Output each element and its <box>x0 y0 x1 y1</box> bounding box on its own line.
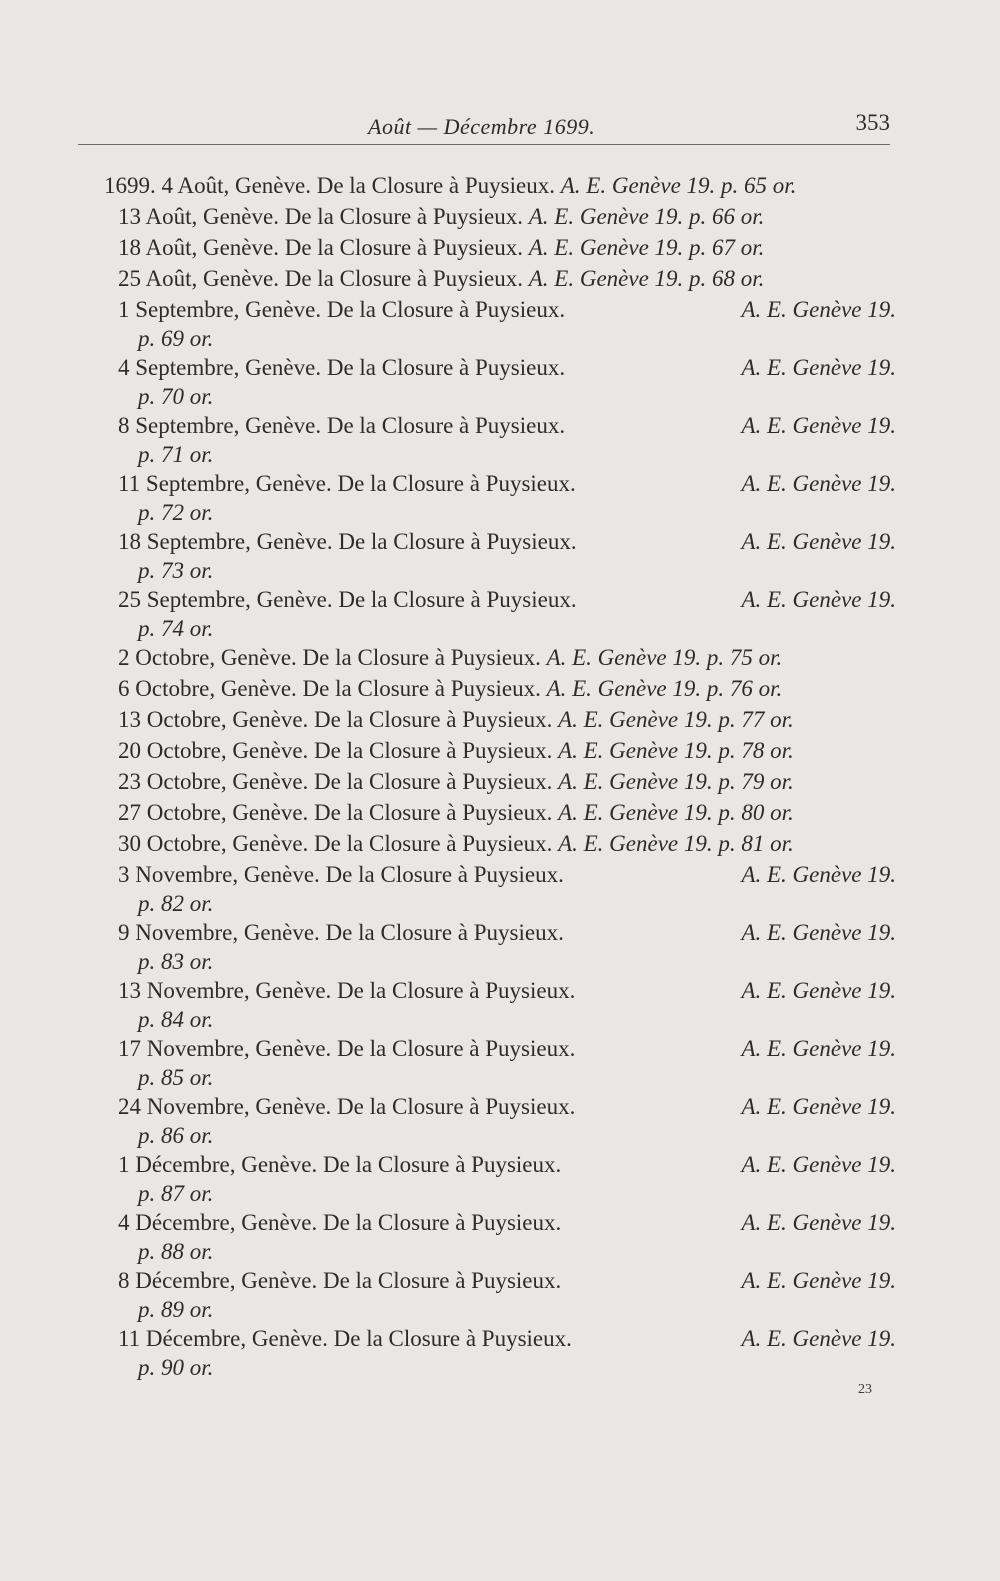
archive-reference: A. E. Genève 19. p. 75 or. <box>546 645 783 670</box>
entry-text: 3 Novembre, Genève. De la Closure à Puysieux. <box>118 862 564 887</box>
archive-reference: A. E. Genève 19. p. 80 or. <box>558 800 794 825</box>
archive-reference: A. E. Genève 19. p. 81 or. <box>558 831 794 856</box>
entry-list <box>104 170 896 1381</box>
entry-line <box>104 232 896 263</box>
entry-text: 23 Octobre, Genève. De la Closure à Puysieux. <box>118 769 553 794</box>
list-item <box>104 797 896 828</box>
header-title: Août — Décembre 1699. <box>368 114 596 139</box>
archive-reference: A. E. Genève 19. <box>741 471 896 496</box>
archive-reference: A. E. Genève 19. p. 76 or. <box>546 676 783 701</box>
list-item <box>104 1323 896 1381</box>
signature-mark: 23 <box>858 1382 872 1397</box>
list-item <box>104 766 896 797</box>
entry-text: 6 Octobre, Genève. De la Closure à Puysieux. <box>118 676 541 701</box>
entry-line <box>104 526 896 557</box>
entry-text: 11 Septembre, Genève. De la Closure à Puysieux. <box>118 471 576 496</box>
entry-line <box>104 797 896 828</box>
entry-line <box>104 352 896 383</box>
list-item <box>104 468 896 526</box>
list-item <box>104 1149 896 1207</box>
list-item <box>104 642 896 673</box>
running-header <box>78 104 890 145</box>
archive-reference: A. E. Genève 19. p. 77 or. <box>558 707 794 732</box>
entry-line <box>104 642 896 673</box>
entry-line <box>104 201 896 232</box>
archive-reference: A. E. Genève 19. <box>741 1210 896 1235</box>
entry-text: 1 Septembre, Genève. De la Closure à Puysieux. <box>118 297 566 322</box>
entry-text: 30 Octobre, Genève. De la Closure à Puysieux. <box>118 831 553 856</box>
archive-reference: A. E. Genève 19. <box>741 297 896 322</box>
entry-continuation: p. 73 or. <box>138 558 214 583</box>
entry-text: 9 Novembre, Genève. De la Closure à Puysieux. <box>118 920 564 945</box>
entry-text: 8 Septembre, Genève. De la Closure à Puysieux. <box>118 413 566 438</box>
entry-text: 2 Octobre, Genève. De la Closure à Puysieux. <box>118 645 541 670</box>
archive-reference: A. E. Genève 19. <box>741 355 896 380</box>
list-item <box>104 232 896 263</box>
archive-reference: A. E. Genève 19. <box>741 920 896 945</box>
entry-text: 8 Décembre, Genève. De la Closure à Puysieux. <box>118 1268 562 1293</box>
entry-text: 18 Septembre, Genève. De la Closure à Puysieux. <box>118 529 577 554</box>
entry-line <box>104 1323 896 1354</box>
list-item <box>104 526 896 584</box>
archive-reference: A. E. Genève 19. p. 79 or. <box>558 769 794 794</box>
entry-text: 27 Octobre, Genève. De la Closure à Puysieux. <box>118 800 553 825</box>
entry-line <box>104 410 896 441</box>
list-item <box>104 828 896 859</box>
archive-reference: A. E. Genève 19. <box>741 978 896 1003</box>
list-item <box>104 859 896 917</box>
entry-text: 4 Septembre, Genève. De la Closure à Puysieux. <box>118 355 566 380</box>
archive-reference: A. E. Genève 19. <box>741 1268 896 1293</box>
entry-line <box>104 263 896 294</box>
archive-reference: A. E. Genève 19. <box>741 587 896 612</box>
entry-text: 1699. 4 Août, Genève. De la Closure à Puysieux. <box>104 173 555 198</box>
archive-reference: A. E. Genève 19. <box>741 862 896 887</box>
entry-line <box>104 1207 896 1238</box>
list-item <box>104 1033 896 1091</box>
entry-text: 11 Décembre, Genève. De la Closure à Puysieux. <box>118 1326 572 1351</box>
list-item <box>104 294 896 352</box>
archive-reference: A. E. Genève 19. <box>741 1326 896 1351</box>
archive-reference: A. E. Genève 19. <box>741 1036 896 1061</box>
list-item <box>104 263 896 294</box>
list-item <box>104 1091 896 1149</box>
entry-continuation: p. 87 or. <box>138 1181 214 1206</box>
entry-text: 13 Août, Genève. De la Closure à Puysieux. <box>118 204 523 229</box>
entry-continuation: p. 89 or. <box>138 1297 214 1322</box>
entry-continuation: p. 90 or. <box>138 1355 214 1380</box>
archive-reference: A. E. Genève 19. p. 67 or. <box>528 235 765 260</box>
list-item <box>104 170 896 201</box>
entry-line <box>104 735 896 766</box>
entry-line <box>104 975 896 1006</box>
list-item <box>104 584 896 642</box>
entry-continuation: p. 86 or. <box>138 1123 214 1148</box>
entry-text: 4 Décembre, Genève. De la Closure à Puysieux. <box>118 1210 562 1235</box>
archive-reference: A. E. Genève 19. p. 78 or. <box>558 738 794 763</box>
entry-continuation: p. 84 or. <box>138 1007 214 1032</box>
entry-text: 17 Novembre, Genève. De la Closure à Puysieux. <box>118 1036 576 1061</box>
list-item <box>104 917 896 975</box>
list-item <box>104 410 896 468</box>
entry-text: 13 Novembre, Genève. De la Closure à Puysieux. <box>118 978 576 1003</box>
entry-continuation: p. 82 or. <box>138 891 214 916</box>
archive-reference: A. E. Genève 19. <box>741 529 896 554</box>
entry-line <box>104 917 896 948</box>
list-item <box>104 352 896 410</box>
entry-line <box>104 294 896 325</box>
entry-continuation: p. 85 or. <box>138 1065 214 1090</box>
archive-reference: A. E. Genève 19. <box>741 1094 896 1119</box>
entry-line <box>104 1091 896 1122</box>
entry-line <box>104 704 896 735</box>
entry-text: 24 Novembre, Genève. De la Closure à Puysieux. <box>118 1094 576 1119</box>
entry-continuation: p. 74 or. <box>138 616 214 641</box>
entry-line <box>104 673 896 704</box>
entry-line <box>104 1033 896 1064</box>
entry-text: 25 Août, Genève. De la Closure à Puysieux. <box>118 266 523 291</box>
list-item <box>104 735 896 766</box>
entry-line <box>104 170 896 201</box>
entry-continuation: p. 71 or. <box>138 442 214 467</box>
entry-line <box>104 828 896 859</box>
archive-reference: A. E. Genève 19. p. 66 or. <box>528 204 765 229</box>
entry-text: 18 Août, Genève. De la Closure à Puysieux. <box>118 235 523 260</box>
entry-line <box>104 584 896 615</box>
entry-text: 13 Octobre, Genève. De la Closure à Puysieux. <box>118 707 553 732</box>
entry-text: 1 Décembre, Genève. De la Closure à Puysieux. <box>118 1152 562 1177</box>
list-item <box>104 201 896 232</box>
entry-continuation: p. 83 or. <box>138 949 214 974</box>
entry-line <box>104 766 896 797</box>
entry-continuation: p. 72 or. <box>138 500 214 525</box>
list-item <box>104 1265 896 1323</box>
list-item <box>104 704 896 735</box>
archive-reference: A. E. Genève 19. <box>741 413 896 438</box>
list-item <box>104 975 896 1033</box>
entry-continuation: p. 88 or. <box>138 1239 214 1264</box>
list-item <box>104 1207 896 1265</box>
page-number: 353 <box>855 110 890 135</box>
entry-line <box>104 1265 896 1296</box>
entry-text: 20 Octobre, Genève. De la Closure à Puysieux. <box>118 738 553 763</box>
entry-continuation: p. 70 or. <box>138 384 214 409</box>
entry-text: 25 Septembre, Genève. De la Closure à Puysieux. <box>118 587 577 612</box>
archive-reference: A. E. Genève 19. p. 65 or. <box>560 173 797 198</box>
archive-reference: A. E. Genève 19. <box>741 1152 896 1177</box>
entry-continuation: p. 69 or. <box>138 326 214 351</box>
entry-line <box>104 468 896 499</box>
list-item <box>104 673 896 704</box>
entry-line <box>104 859 896 890</box>
archive-reference: A. E. Genève 19. p. 68 or. <box>528 266 765 291</box>
entry-line <box>104 1149 896 1180</box>
